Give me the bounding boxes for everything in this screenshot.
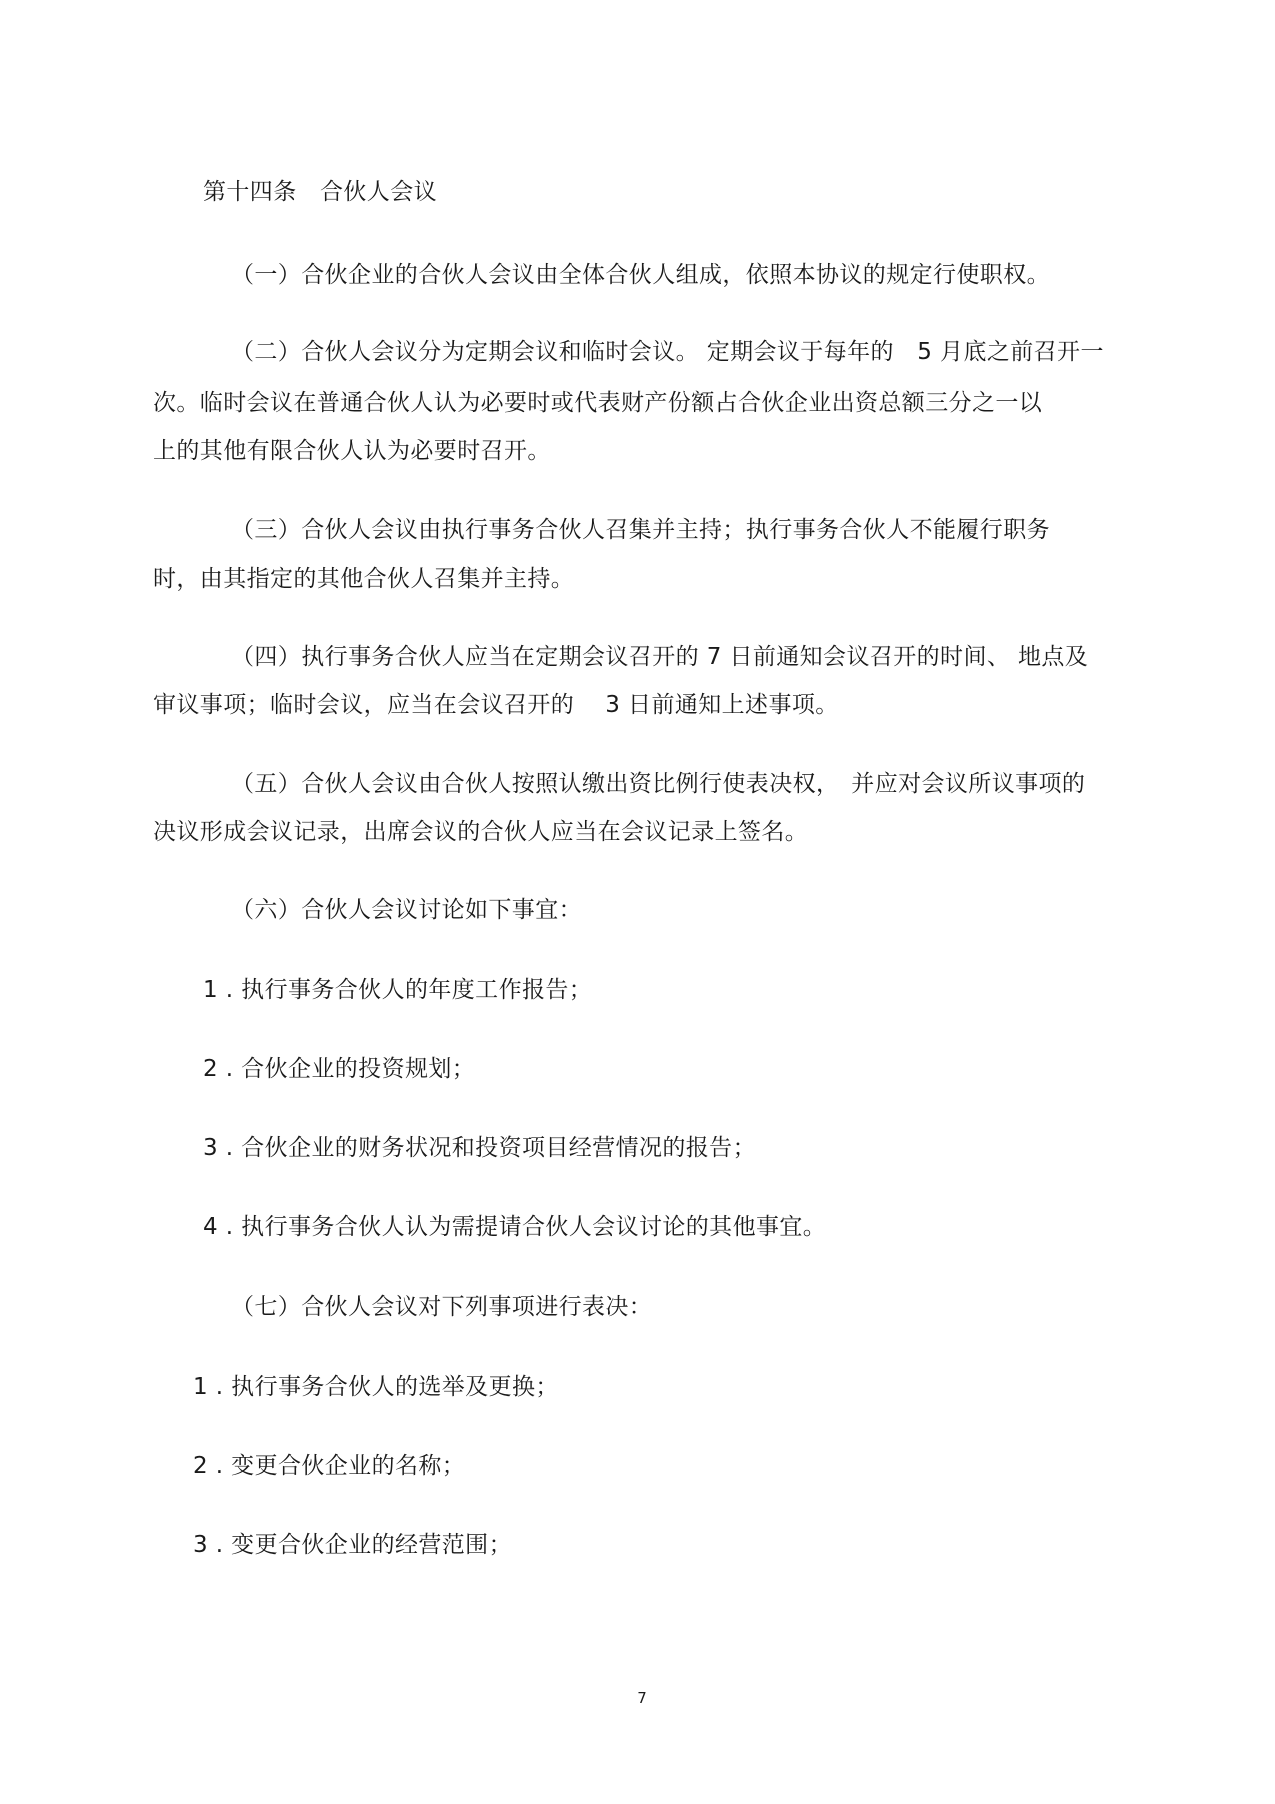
paragraph-4-line-1: （四）执行事务合伙人应当在定期会议召开的 7 日前通知会议召开的时间、 地点及 [231, 644, 1089, 670]
paragraph-5-line-1: （五）合伙人会议由合伙人按照认缴出资比例行使表决权， 并应对会议所议事项的 [231, 771, 1086, 797]
list-item-6-4: 4 . 执行事务合伙人认为需提请合伙人会议讨论的其他事宜。 [203, 1214, 827, 1240]
paragraph-6: （六）合伙人会议讨论如下事宜： [231, 897, 582, 923]
paragraph-4-line-2: 审议事项；临时会议，应当在会议召开的 3 日前通知上述事项。 [153, 692, 839, 718]
paragraph-3-line-2: 时，由其指定的其他合伙人召集并主持。 [153, 566, 575, 592]
list-item-6-2: 2 . 合伙企业的投资规划； [203, 1056, 476, 1082]
list-item-7-3: 3 . 变更合伙企业的经营范围； [193, 1532, 512, 1558]
paragraph-7: （七）合伙人会议对下列事项进行表决： [231, 1294, 653, 1320]
list-item-6-3: 3 . 合伙企业的财务状况和投资项目经营情况的报告； [203, 1135, 756, 1161]
article-heading: 第十四条 合伙人会议 [203, 179, 437, 205]
paragraph-5-line-2: 决议形成会议记录，出席会议的合伙人应当在会议记录上签名。 [153, 819, 809, 845]
list-item-7-1: 1 . 执行事务合伙人的选举及更换； [193, 1374, 559, 1400]
paragraph-3-line-1: （三）合伙人会议由执行事务合伙人召集并主持；执行事务合伙人不能履行职务 [231, 517, 1050, 543]
paragraph-2-line-2: 次。临时会议在普通合伙人认为必要时或代表财产份额占合伙企业出资总额三分之一以 [153, 390, 1043, 416]
paragraph-1-line-1: （一）合伙企业的合伙人会议由全体合伙人组成，依照本协议的规定行使职权。 [231, 262, 1050, 288]
list-item-6-1: 1 . 执行事务合伙人的年度工作报告； [203, 977, 593, 1003]
list-item-7-2: 2 . 变更合伙企业的名称； [193, 1453, 466, 1479]
paragraph-2-line-1: （二）合伙人会议分为定期会议和临时会议。 定期会议于每年的 5 月底之前召开一 [231, 339, 1104, 365]
page-number: 7 [637, 1689, 647, 1707]
paragraph-2-line-3: 上的其他有限合伙人认为必要时召开。 [153, 438, 551, 464]
